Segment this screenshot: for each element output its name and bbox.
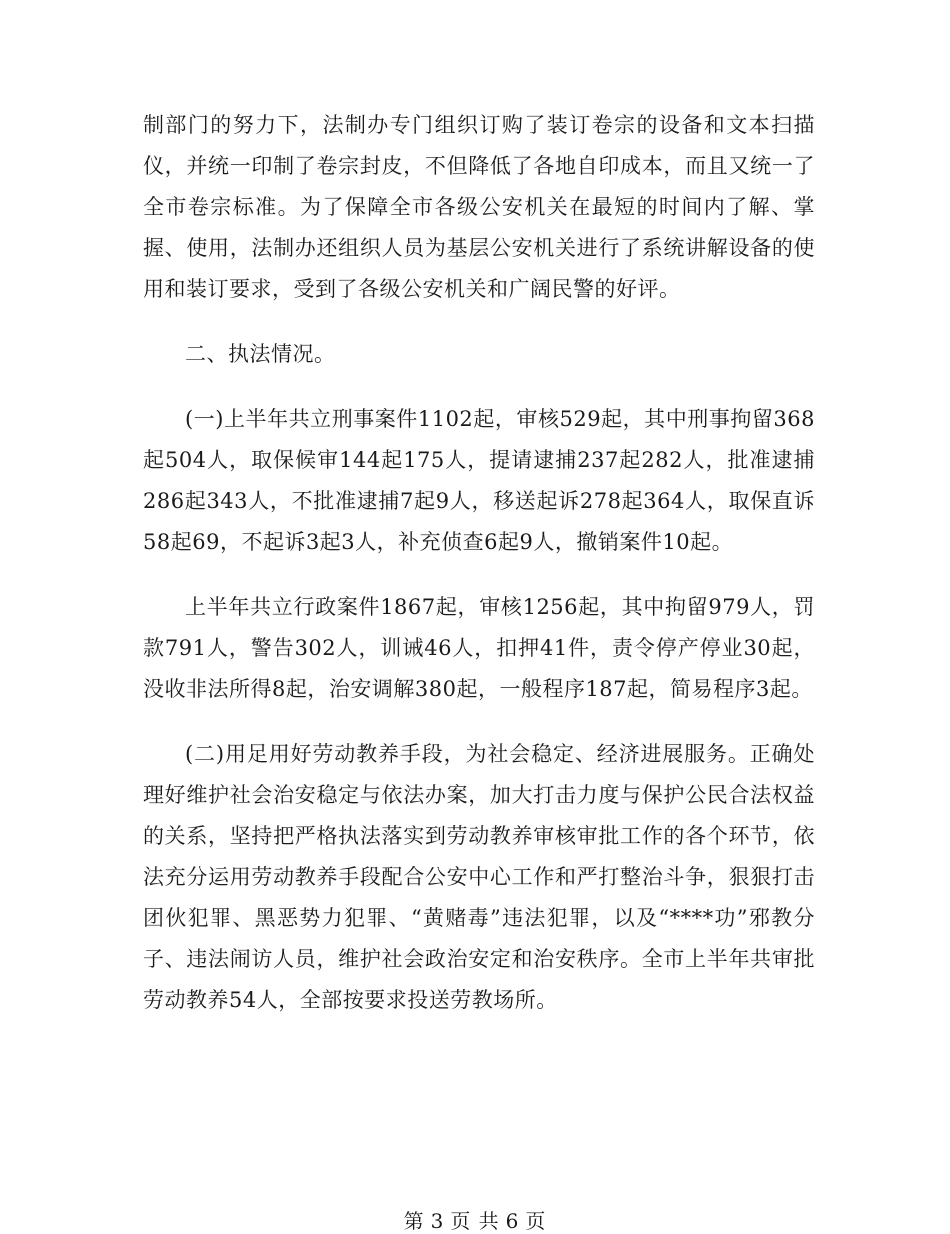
body-text — [143, 105, 815, 1021]
footer-current-page: 3 — [430, 1209, 445, 1233]
footer-suffix: 页 — [525, 1209, 547, 1233]
paragraph-criminal-cases: (一)上半年共立刑事案件1102起，审核529起，其中刑事拘留368起504人，取保候审144起175人，提请逮捕237起282人，批准逮捕286起343人，不批准逮捕7起9人，移送起诉278起364人，取保直诉58起69，不起诉3起3人，补充侦查6起9人，撤销案件10起。 — [143, 407, 815, 554]
footer-middle: 页 共 — [450, 1209, 500, 1233]
section-heading: 二、执法情况。 — [185, 342, 336, 366]
paragraph-administrative-cases: 上半年共立行政案件1867起，审核1256起，其中拘留979人，罚款791人，警告302人，训诫46人，扣押41件，责令停产停业30起，没收非法所得8起，治安调解380起，一般程序187起，简易程序3起。 — [143, 595, 815, 701]
footer-total-pages: 6 — [505, 1209, 520, 1233]
paragraph-labor-education: (二)用足用好劳动教养手段，为社会稳定、经济进展服务。正确处理好维护社会治安稳定与依法办案，加大打击力度与保护公民合法权益的关系，坚持把严格执法落实到劳动教养审核审批工作的各个环节，依法充分运用劳动教养手段配合公安中心工作和严打整治斗争，狠狠打击团伙犯罪、黑恶势力犯罪、“黄赌毒”违法犯罪，以及“****功”邪教分子、违法闹访人员，维护社会政治安定和治安秩序。全市上半年共审批劳动教养54人，全部按要求投送劳教场所。 — [143, 742, 815, 1012]
footer-prefix: 第 — [403, 1209, 425, 1233]
paragraph-continuation: 制部门的努力下，法制办专门组织订购了装订卷宗的设备和文本扫描仪，并统一印制了卷宗封皮，不但降低了各地自印成本，而且又统一了全市卷宗标准。为了保障全市各级公安机关在最短的时间内了解、掌握、使用，法制办还组织人员为基层公安机关进行了系统讲解设备的使用和装订要求，受到了各级公安机关和广阔民警的好评。 — [143, 113, 815, 301]
